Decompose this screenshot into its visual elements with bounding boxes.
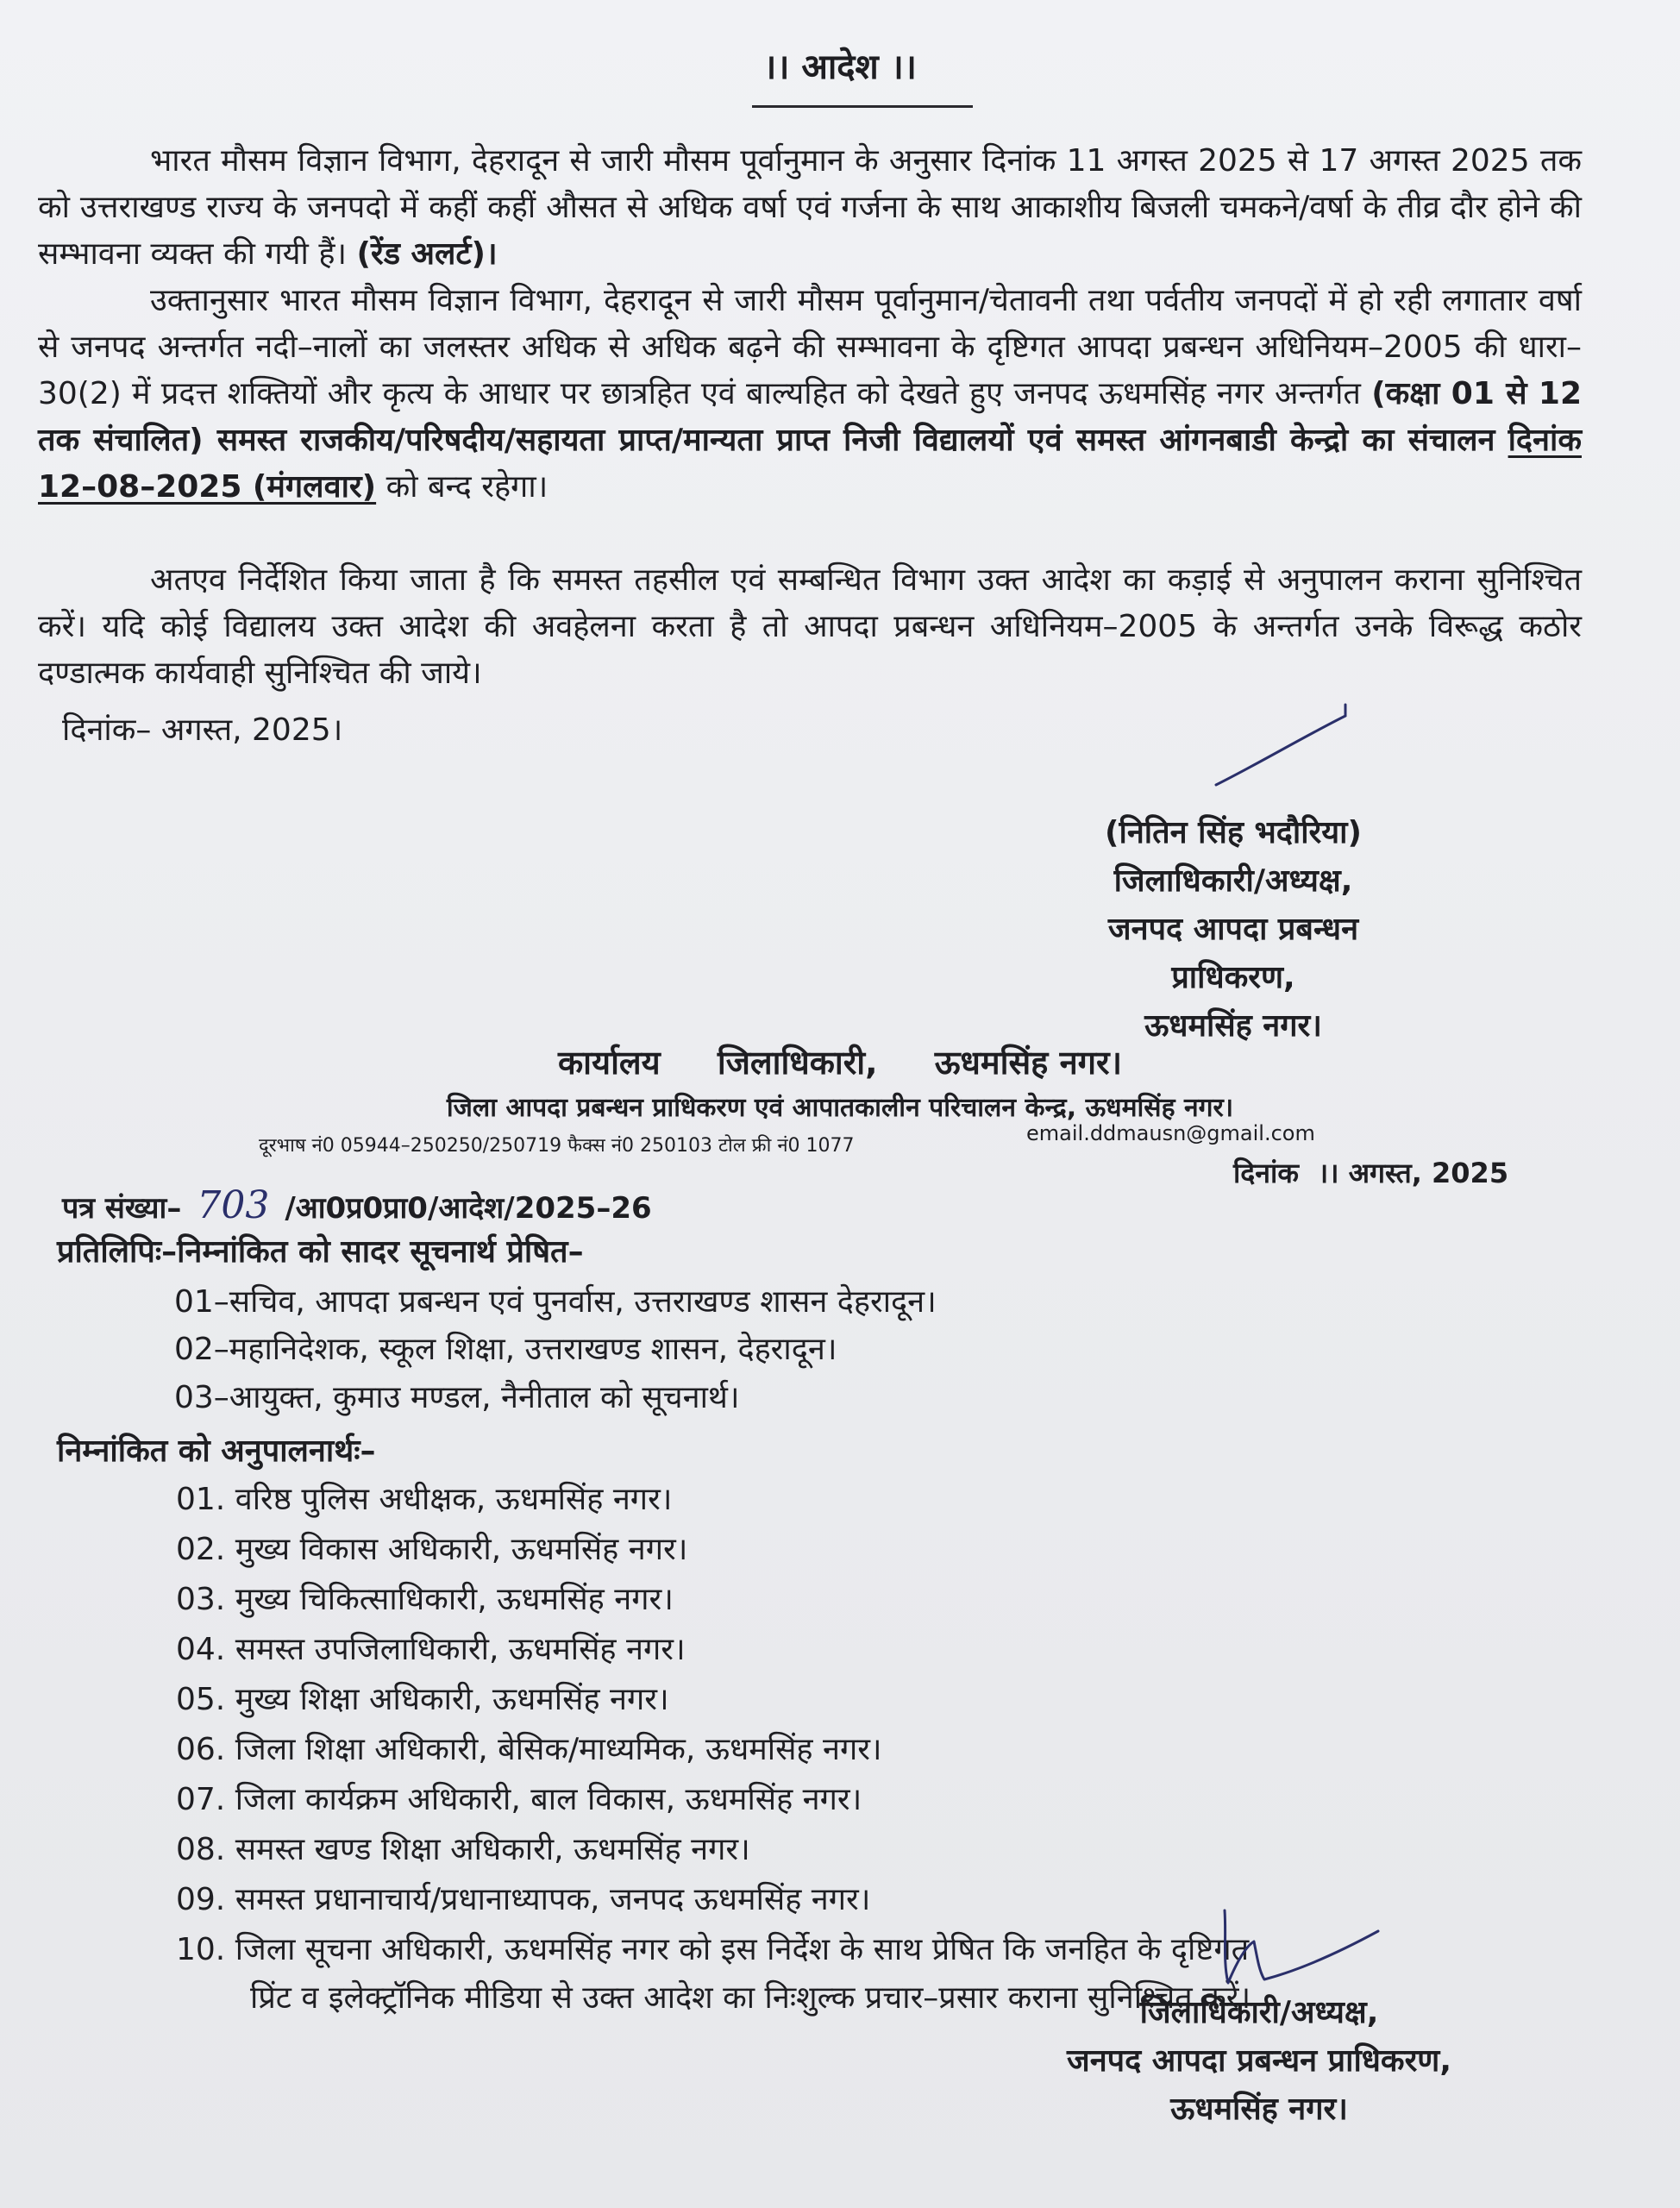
compliance-heading: निम्नांकित को अनुपालनार्थः– — [57, 1433, 376, 1469]
closure-date: दिनांक 12–08–2025 (मंगलवार) — [38, 423, 1582, 505]
compliance-item: 07. जिला कार्यक्रम अधिकारी, बाल विकास, ऊधमसिंह नगर। — [176, 1782, 862, 1817]
signature-block-2 — [1048, 1989, 1470, 2134]
paragraph-3 — [38, 557, 1582, 697]
compliance-item: 05. मुख्य शिक्षा अधिकारी, ऊधमसिंह नगर। — [176, 1682, 669, 1717]
order-date: दिनांक– अगस्त, 2025। — [62, 712, 343, 748]
compliance-item-continuation: प्रिंट व इलेक्ट्रॉनिक मीडिया से उक्त आदेश का निःशुल्क प्रचार–प्रसार कराना सुनिश्चित करें। — [250, 1980, 1251, 2016]
paragraph-3-text: अतएव निर्देशित किया जाता है कि समस्त तहसील एवं सम्बन्धित विभाग उक्त आदेश का कड़ाई से अनुपालन कराना सुनिश्चित करें। यदि कोई विद्यालय उक्त आदेश की अवहेलना करता है तो आपदा प्रबन्धन अधिनियम–2005 के अन्तर्गत उनके विरूद्ध कठोर दण्डात्मक कार्यवाही सुनिश्चित की जाये। — [38, 562, 1582, 691]
office-email: email.ddmausn@gmail.com — [1026, 1121, 1315, 1145]
signatory-place: ऊधमसिंह नगर। — [1144, 1008, 1322, 1044]
compliance-item: 02. मुख्य विकास अधिकारी, ऊधमसिंह नगर। — [176, 1532, 688, 1567]
office-subtitle: जिला आपदा प्रबन्धन प्राधिकरण एवं आपातकालीन परिचालन केन्द्र, ऊधमसिंह नगर। — [446, 1093, 1234, 1123]
signatory-name: (नितिन सिंह भदौरिया) — [1105, 815, 1362, 850]
office-title: कार्यालय जिलाधिकारी, ऊधमसिंह नगर। — [558, 1044, 1122, 1082]
compliance-item: 08. समस्त खण्ड शिक्षा अधिकारी, ऊधमसिंह नगर। — [176, 1832, 750, 1867]
compliance-item: 01. वरिष्ठ पुलिस अधीक्षक, ऊधमसिंह नगर। — [176, 1482, 673, 1517]
signature-stroke-2 — [1207, 1893, 1397, 1997]
order-title: ।। आदेश ।। — [763, 47, 917, 87]
signature-stroke-1 — [1207, 703, 1363, 798]
paragraph-1-text: भारत मौसम विज्ञान विभाग, देहरादून से जारी मौसम पूर्वानुमान के अनुसार दिनांक 11 अगस्त 2025 से 17 अगस्त 2025 तक को उत्तराखण्ड राज्य के जनपदो में कहीं कहीं औसत से अधिक वर्षा एवं गर्जना के साथ आकाशीय बिजली चमकने/वर्षा के तीव्र दौर होने की सम्भावना व्यक्त की गयी हैं। — [38, 143, 1582, 272]
copy-item: 02–महानिदेशक, स्कूल शिक्षा, उत्तराखण्ड शासन, देहरादून। — [174, 1332, 837, 1367]
paragraph-2-end: को बन्द रहेगा। — [386, 469, 549, 505]
signatory-place-2: ऊधमसिंह नगर। — [1170, 2092, 1348, 2127]
signature-block-1 — [1044, 809, 1423, 1051]
copy-item: 03–आयुक्त, कुमाउ मण्डल, नैनीताल को सूचनार्थ। — [174, 1380, 740, 1415]
red-alert-label: (रेंड अलर्ट)। — [356, 236, 498, 272]
paragraph-2 — [38, 278, 1582, 511]
compliance-item: 06. जिला शिक्षा अधिकारी, बेसिक/माध्यमिक, ऊधमसिंह नगर। — [176, 1732, 882, 1767]
compliance-item: 03. मुख्य चिकित्साधिकारी, ऊधमसिंह नगर। — [176, 1582, 674, 1617]
compliance-item: 10. जिला सूचना अधिकारी, ऊधमसिंह नगर को इस निर्देश के साथ प्रेषित कि जनहित के दृष्टिगत — [176, 1932, 1250, 1967]
copy-item: 01–सचिव, आपदा प्रबन्धन एवं पुनर्वास, उत्तराखण्ड शासन देहरादून। — [174, 1284, 937, 1320]
paragraph-1 — [38, 138, 1582, 278]
office-contact: दूरभाष नं0 05944–250250/250719 फैक्स नं0 250103 टोल फ्री नं0 1077 — [259, 1135, 855, 1157]
letter-number-ref: /आ0प्र0प्रा0/आदेश/2025–26 — [285, 1191, 652, 1226]
signatory-org-2: जनपद आपदा प्रबन्धन प्राधिकरण, — [1066, 2043, 1451, 2079]
signatory-designation-2: जिलाधिकारी/अध्यक्ष, — [1139, 1995, 1379, 2030]
compliance-item: 04. समस्त उपजिलाधिकारी, ऊधमसिंह नगर। — [176, 1632, 686, 1667]
title-underline — [752, 105, 973, 108]
letter-number — [62, 1183, 652, 1227]
signatory-designation: जिलाधिकारी/अध्यक्ष, — [1113, 863, 1353, 899]
signatory-org: जनपद आपदा प्रबन्धन प्राधिकरण, — [1107, 912, 1359, 995]
copy-heading: प्रतिलिपिः–निम्नांकित को सादर सूचनार्थ प्रेषित– — [57, 1234, 584, 1270]
letter-number-label: पत्र संख्या– — [62, 1191, 182, 1226]
letter-date: दिनांक ।। अगस्त, 2025 — [1233, 1157, 1509, 1189]
paragraph-2-bold: (कक्षा 01 से 12 तक संचालित) समस्त राजकीय/परिषदीय/सहायता प्राप्त/मान्यता प्राप्त निजी विद्यालयों एवं समस्त आंगनबाडी केन्द्रो का संचालन — [38, 376, 1582, 458]
paragraph-2-text: उक्तानुसार भारत मौसम विज्ञान विभाग, देहरादून से जारी मौसम पूर्वानुमान/चेतावनी तथा पर्वतीय जनपदों में हो रही लगातार वर्षा से जनपद अन्तर्गत नदी–नालों का जलस्तर अधिक से अधिक बढ़ने की सम्भावना के दृष्टिगत आपदा प्रबन्धन अधिनियम–2005 की धारा–30(2) में प्रदत्त शक्तियों और कृत्य के आधार पर छात्रहित एवं बाल्यहित को देखते हुए जनपद ऊधमसिंह नगर अन्तर्गत — [38, 283, 1582, 411]
letter-number-handwritten: 703 — [197, 1183, 270, 1227]
compliance-item: 09. समस्त प्रधानाचार्य/प्रधानाध्यापक, जनपद ऊधमसिंह नगर। — [176, 1882, 871, 1917]
